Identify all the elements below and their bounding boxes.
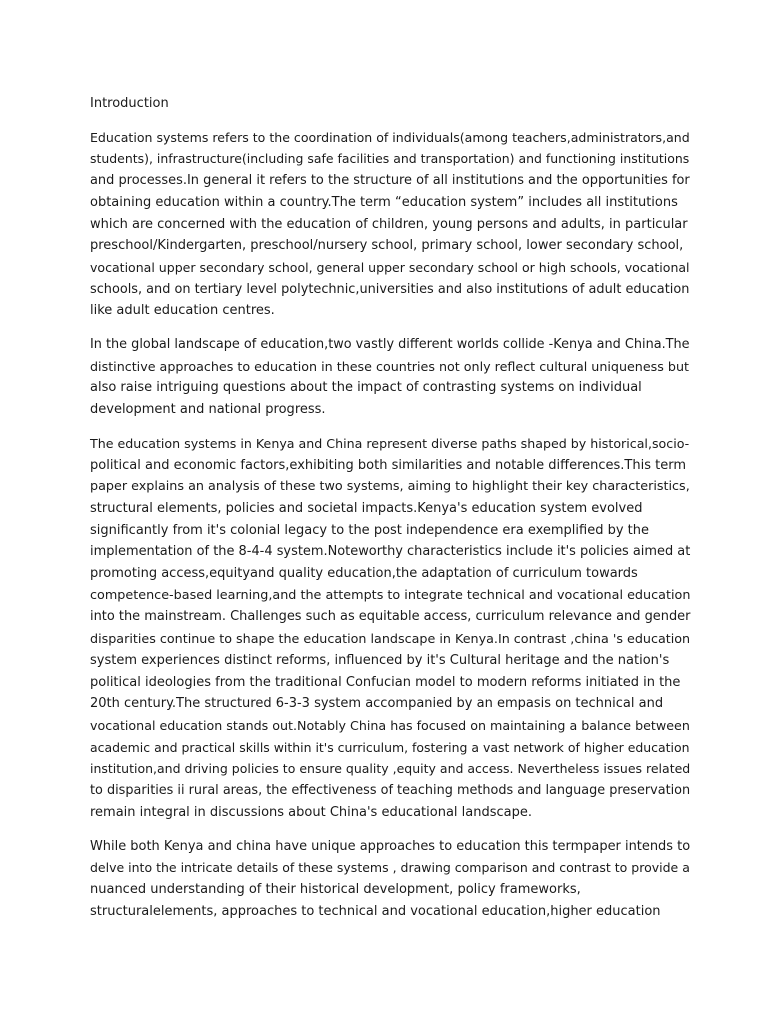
paragraph-line: Education systems refers to the coordination of individuals(among teachers,administrators,and <box>90 129 690 145</box>
paragraph-line: The education systems in Kenya and China represent diverse paths shaped by historical,socio- <box>90 435 690 451</box>
paragraph-line: significantly from it's colonial legacy to the post independence era exemplified by the <box>90 522 650 538</box>
paragraph-line: disparities continue to shape the education landscape in Kenya.In contrast ,china 's education <box>90 631 691 647</box>
paragraph-line: also raise intriguing questions about the impact of contrasting systems on individual <box>90 380 642 396</box>
paragraph-line: schools, and on tertiary level polytechnic,universities and also institutions of adult education <box>90 281 690 297</box>
paragraph-line: remain integral in discussions about China's educational landscape. <box>90 804 532 820</box>
paragraph-line: vocational education stands out.Notably China has focused on maintaining a balance between <box>90 717 690 733</box>
paragraph-line: structural elements, policies and societal impacts.Kenya's education system evolved <box>90 500 643 516</box>
paragraph-line: distinctive approaches to education in these countries not only reflect cultural uniqueness but <box>90 358 689 374</box>
paragraph-line: development and national progress. <box>90 402 326 418</box>
paragraph-4 <box>90 836 690 923</box>
paragraph-line: In the global landscape of education,two vastly different worlds collide -Kenya and China.The <box>90 337 690 353</box>
paragraph-line: While both Kenya and china have unique approaches to education this termpaper intends to <box>90 838 691 854</box>
paragraph-line: delve into the intricate details of these systems , drawing comparison and contrast to provide a <box>90 860 690 876</box>
paragraph-line: implementation of the 8-4-4 system.Noteworthy characteristics include it's policies aimed at <box>90 544 691 560</box>
paragraph-line: political ideologies from the traditional Confucian model to modern reforms initiated in the <box>90 674 681 690</box>
paragraph-line: 20th century.The structured 6-3-3 system accompanied by an empasis on technical and <box>90 696 664 712</box>
paragraph-line: structuralelements, approaches to technical and vocational education,higher education <box>90 903 661 919</box>
paragraph-line: system experiences distinct reforms, influenced by it's Cultural heritage and the nation's <box>90 652 670 668</box>
paragraph-line: institution,and driving policies to ensure quality ,equity and access. Nevertheless issues related <box>90 761 691 777</box>
paragraph-line: and processes.In general it refers to the structure of all institutions and the opportunities for <box>90 173 690 189</box>
paragraph-line: preschool/Kindergarten, preschool/nursery school, primary school, lower secondary school, <box>90 238 684 254</box>
paragraph-line: academic and practical skills within it's curriculum, fostering a vast network of higher education <box>90 739 690 755</box>
paragraph-line: promoting access,equityand quality education,the adaptation of curriculum towards <box>90 566 638 582</box>
paragraph-line: political and economic factors,exhibiting both similarities and notable differences.This term <box>90 457 686 473</box>
paragraph-1 <box>90 127 690 322</box>
paragraph-line: vocational upper secondary school, general upper secondary school or high schools, vocational <box>90 259 690 275</box>
paragraph-line: students), infrastructure(including safe facilities and transportation) and functioning institutions <box>90 151 690 167</box>
paragraph-line: like adult education centres. <box>90 303 275 319</box>
paragraph-2 <box>90 334 690 421</box>
paragraph-line: to disparities ii rural areas, the effectiveness of teaching methods and language preservation <box>90 783 691 799</box>
section-heading: Introduction <box>90 96 169 111</box>
paragraph-line: nuanced understanding of their historical development, policy frameworks, <box>90 881 581 897</box>
document-body <box>90 93 690 934</box>
paragraph-3 <box>90 433 690 824</box>
paragraph-line: into the mainstream. Challenges such as equitable access, curriculum relevance and gender <box>90 609 691 625</box>
paragraph-line: competence-based learning,and the attempts to integrate technical and vocational education <box>90 587 691 603</box>
paragraph-line: paper explains an analysis of these two systems, aiming to highlight their key characteristics, <box>90 479 690 495</box>
paragraph-line: obtaining education within a country.The term “education system” includes all institutions <box>90 194 678 210</box>
paragraph-line: which are concerned with the education of children, young persons and adults, in particular <box>90 216 688 232</box>
